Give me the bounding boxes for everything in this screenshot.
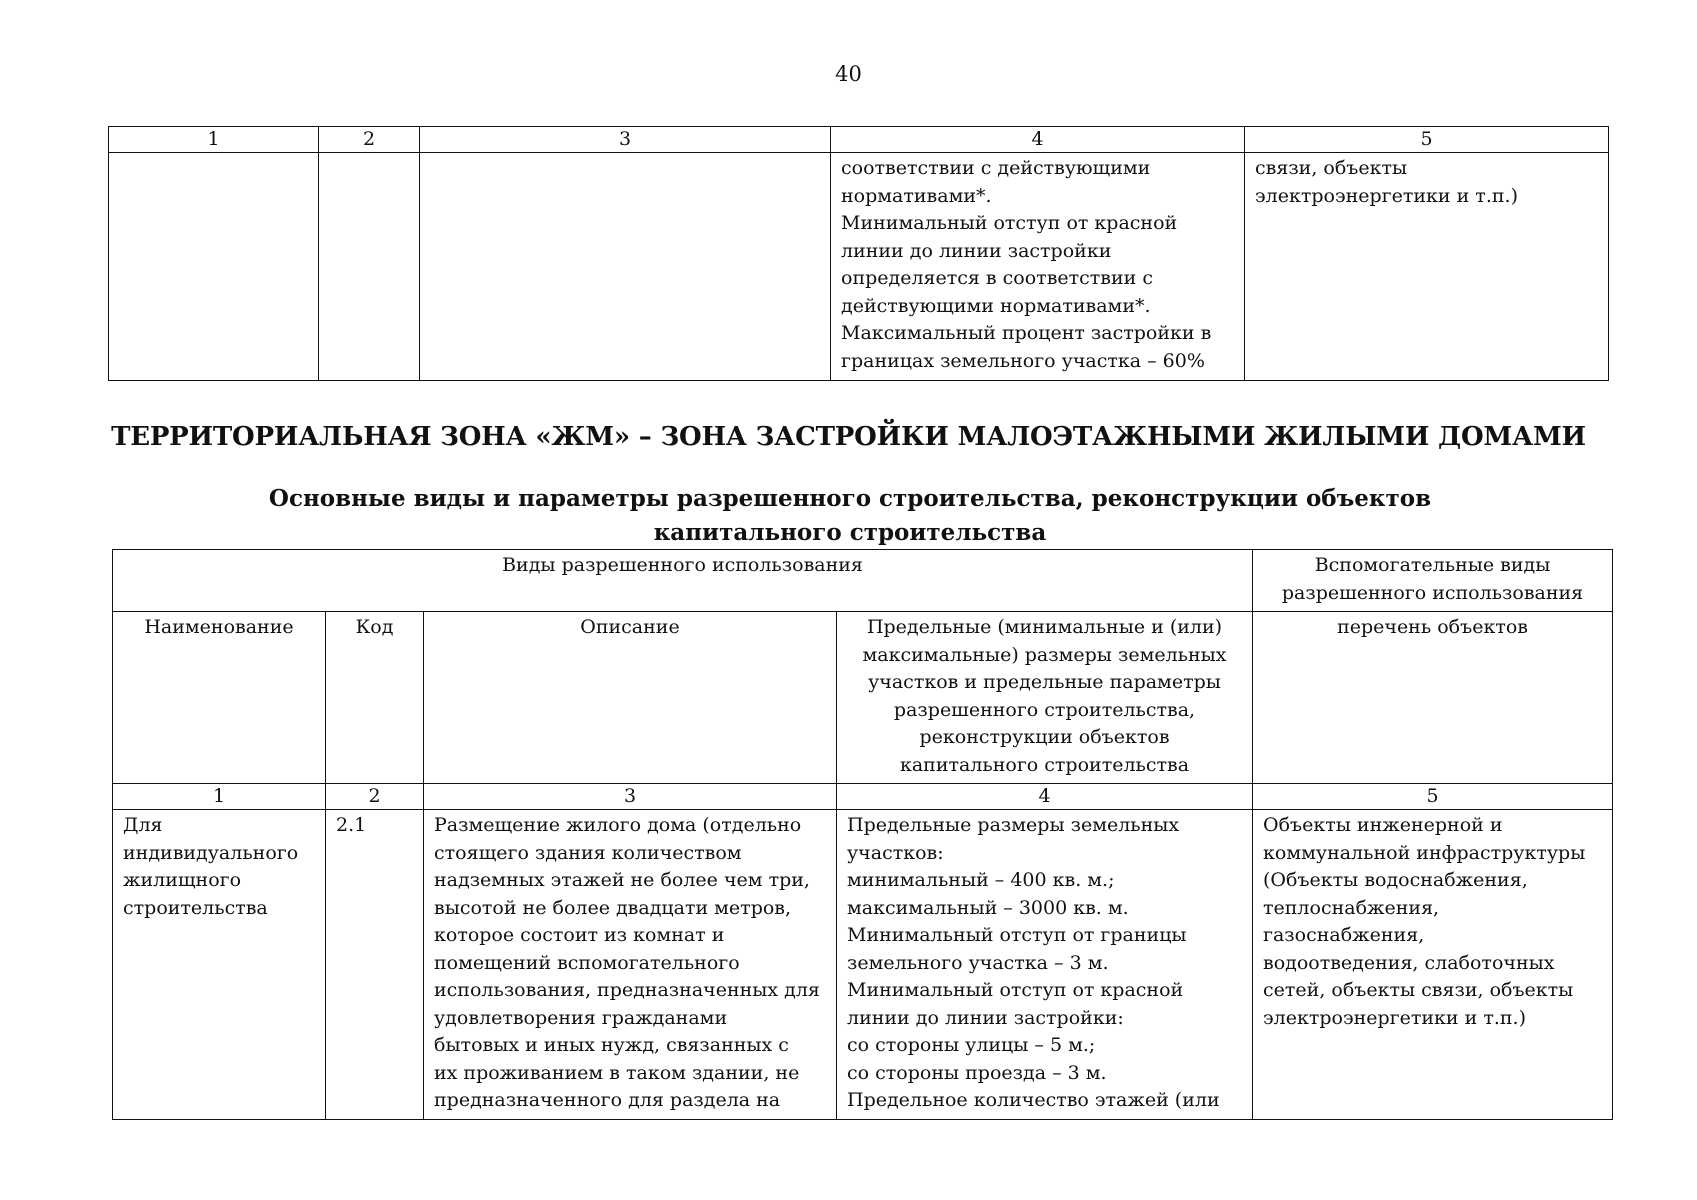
column-number: 2 bbox=[326, 784, 424, 810]
column-number: 1 bbox=[109, 127, 319, 153]
zone-table bbox=[112, 549, 1613, 1120]
group-header-aux bbox=[1253, 550, 1613, 612]
column-number: 2 bbox=[319, 127, 420, 153]
table-cell bbox=[831, 153, 1245, 381]
header-name bbox=[113, 612, 326, 784]
table-cell bbox=[1245, 153, 1609, 381]
header-label: Предельные (минимальные и (или) максимальные) размеры земельных участков и предельные параметры разрешенного строительства, реконструкции объектов капитального строительства bbox=[862, 616, 1227, 776]
column-number: 3 bbox=[420, 127, 831, 153]
table-cell bbox=[319, 153, 420, 381]
table-row bbox=[113, 810, 1613, 1120]
column-number-row bbox=[109, 127, 1609, 153]
header-code bbox=[326, 612, 424, 784]
group-header-aux-label: Вспомогательные виды разрешенного использования bbox=[1281, 554, 1584, 604]
cell-text bbox=[109, 153, 318, 155]
column-header-row bbox=[113, 612, 1613, 784]
header-objects bbox=[1253, 612, 1613, 784]
use-description: Размещение жилого дома (отдельно стоящего здания количеством надземных этажей не более чем три, высотой не более двадцати метров, которое состоит из комнат и помещений вспомогательного использования, предназначенных для удовлетворения гражданами бытовых и иных нужд, связанных с их проживанием в таком здании, не предназначенного для раздела на bbox=[434, 814, 820, 1111]
header-description bbox=[424, 612, 837, 784]
cell-name bbox=[113, 810, 326, 1120]
column-number: 4 bbox=[831, 127, 1245, 153]
aux-objects: Объекты инженерной и коммунальной инфраструктуры (Объекты водоснабжения, теплоснабжения, газоснабжения, водоотведения, слаботочных сетей, объекты связи, объекты электроэнергетики и т.п.) bbox=[1263, 814, 1586, 1029]
column-number: 5 bbox=[1245, 127, 1609, 153]
continued-table bbox=[108, 126, 1609, 381]
section-title: Основные виды и параметры разрешенного строительства, реконструкции объектов капитального строительства bbox=[268, 485, 1432, 546]
cell-text bbox=[319, 153, 419, 155]
header-label: Описание bbox=[580, 616, 680, 638]
cell-text bbox=[420, 153, 830, 155]
column-number-row bbox=[113, 784, 1613, 810]
use-name: Для индивидуального жилищного строительства bbox=[123, 814, 299, 919]
zone-title: ТЕРРИТОРИАЛЬНАЯ ЗОНА «ЖМ» – ЗОНА ЗАСТРОЙКИ МАЛОЭТАЖНЫМИ ЖИЛЫМИ ДОМАМИ bbox=[111, 422, 1586, 452]
use-limits: Предельные размеры земельных участков: минимальный – 400 кв. м.; максимальный – 3000 кв. м. Минимальный отступ от границы земельного участка – 3 м. Минимальный отступ от красной линии до линии застройки: со стороны улицы – 5 м.; со стороны проезда – 3 м. Предельное количество этажей (или bbox=[847, 814, 1220, 1111]
group-header-main bbox=[113, 550, 1253, 612]
cell-text: связи, объекты электроэнергетики и т.п.) bbox=[1255, 157, 1518, 207]
cell-text: соответствии с действующими нормативами*. Минимальный отступ от красной линии до линии застройки определяется в соответствии с действующими нормативами*. Максимальный процент застройки в границах земельного участка – 60% bbox=[841, 157, 1212, 372]
column-number: 4 bbox=[837, 784, 1253, 810]
cell-limits bbox=[837, 810, 1253, 1120]
header-limits bbox=[837, 612, 1253, 784]
column-number: 1 bbox=[113, 784, 326, 810]
table-row bbox=[109, 153, 1609, 381]
use-code: 2.1 bbox=[336, 814, 367, 836]
table-cell bbox=[109, 153, 319, 381]
group-header-row bbox=[113, 550, 1613, 612]
column-number: 5 bbox=[1253, 784, 1613, 810]
table-cell bbox=[420, 153, 831, 381]
header-label: Код bbox=[355, 616, 394, 638]
group-header-main-label: Виды разрешенного использования bbox=[502, 554, 863, 576]
column-number: 3 bbox=[424, 784, 837, 810]
header-label: перечень объектов bbox=[1337, 616, 1528, 638]
page-number: 40 bbox=[835, 62, 862, 86]
cell-description bbox=[424, 810, 837, 1120]
cell-objects bbox=[1253, 810, 1613, 1120]
header-label: Наименование bbox=[144, 616, 294, 638]
cell-code bbox=[326, 810, 424, 1120]
